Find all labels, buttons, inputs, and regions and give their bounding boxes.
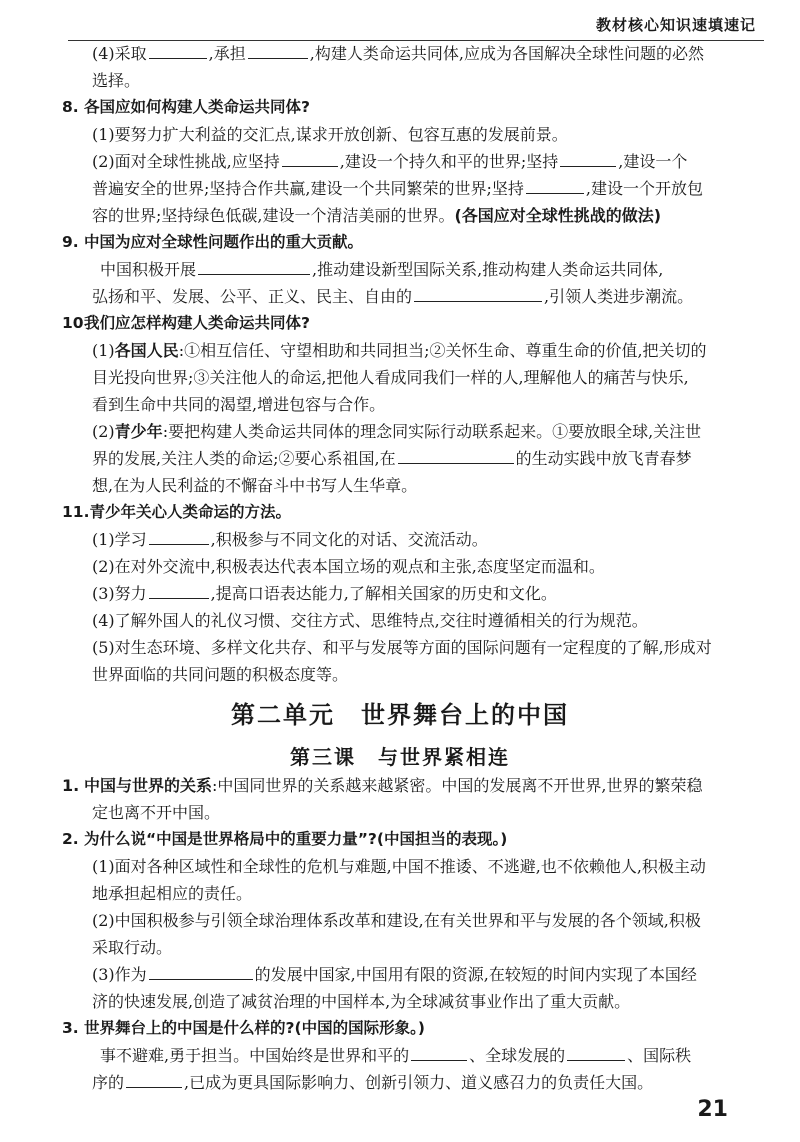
q8-answer-2-cont: 普遍安全的世界;坚持合作共赢,建设一个共同繁荣的世界;坚持 ,建设一个开放包	[92, 179, 703, 198]
fill-blank[interactable]	[149, 583, 209, 599]
fill-blank[interactable]	[560, 151, 616, 167]
q7-item4: (4)采取 ,承担 ,构建人类命运共同体,应成为各国解决全球性问题的必然	[92, 44, 704, 63]
running-header: 教材核心知识速填速记	[595, 16, 756, 34]
q9-answer: 中国积极开展 ,推动建设新型国际关系,推动构建人类命运共同体,	[100, 260, 664, 279]
lesson-q1-cont: 定也离不开中国。	[92, 803, 221, 822]
lesson-q3-answer-cont: 序的 ,已成为更具国际影响力、创新引领力、道义感召力的负责任大国。	[92, 1073, 654, 1092]
q10-answer-1-cont: 目光投向世界;③关注他人的命运,把他人看成同我们一样的人,理解他人的痛苦与快乐,	[92, 368, 689, 387]
main-content	[62, 40, 750, 688]
lesson-q2-answer-2-cont: 采取行动。	[92, 938, 173, 957]
lesson-q2-answer-1-cont: 地承担起相应的责任。	[92, 884, 253, 903]
lesson-q2-answer-1: (1)面对各种区域性和全球性的危机与难题,中国不推诿、不逃避,也不依赖他人,积极主动	[92, 857, 706, 876]
q11-answer-5-cont: 世界面临的共同问题的积极态度等。	[92, 665, 349, 684]
q11-answer-1: (1)学习 ,积极参与不同文化的对话、交流活动。	[92, 530, 488, 549]
lesson-q3-answer: 事不避难,勇于担当。中国始终是世界和平的 、全球发展的 、国际秩	[100, 1046, 692, 1065]
q8-answer-2: (2)面对全球性挑战,应坚持 ,建设一个持久和平的世界;坚持 ,建设一个	[92, 152, 688, 171]
q10-answer-1: (1)各国人民:①相互信任、守望相助和共同担当;②关怀生命、尊重生命的价值,把关切的	[92, 341, 707, 360]
fill-blank[interactable]	[248, 43, 308, 59]
lesson-q2-answer-3-cont: 济的快速发展,创造了减贫治理的中国样本,为全球减贫事业作出了重大贡献。	[92, 992, 631, 1011]
fill-blank[interactable]	[414, 286, 542, 302]
lesson-title: 第三课 与世界紧相连	[290, 745, 510, 769]
fill-blank[interactable]	[282, 151, 338, 167]
question-8: 8. 各国应如何构建人类命运共同体?	[62, 98, 310, 116]
fill-blank[interactable]	[149, 43, 207, 59]
q11-answer-5: (5)对生态环境、多样文化共存、和平与发展等方面的国际问题有一定程度的了解,形成对	[92, 638, 712, 657]
fill-blank[interactable]	[411, 1045, 467, 1061]
question-10: 10我们应怎样构建人类命运共同体?	[62, 314, 310, 332]
fill-blank[interactable]	[149, 529, 209, 545]
fill-blank[interactable]	[149, 964, 253, 980]
fill-blank[interactable]	[398, 448, 514, 464]
q10-answer-2: (2)青少年:要把构建人类命运共同体的理念同实际行动联系起来。①要放眼全球,关注世	[92, 422, 702, 441]
lesson-q2: 2. 为什么说“中国是世界格局中的重要力量”?(中国担当的表现。)	[62, 830, 508, 848]
fill-blank[interactable]	[526, 178, 584, 194]
q10-answer-1-end: 看到生命中共同的渴望,增进包容与合作。	[92, 395, 386, 414]
q10-answer-2-end: 想,在为人民利益的不懈奋斗中书写人生华章。	[92, 476, 418, 495]
q8-answer-2-end: 容的世界;坚持绿色低碳,建设一个清洁美丽的世界。(各国应对全球性挑战的做法)	[92, 206, 662, 225]
fill-blank[interactable]	[567, 1045, 625, 1061]
lesson-q2-answer-3: (3)作为 的发展中国家,中国用有限的资源,在较短的时间内实现了本国经	[92, 965, 697, 984]
q8-note: (各国应对全球性挑战的做法)	[454, 206, 662, 225]
fill-blank[interactable]	[126, 1072, 182, 1088]
question-11: 11.青少年关心人类命运的方法。	[62, 503, 291, 521]
q10-answer-2-cont: 界的发展,关注人类的命运;②要心系祖国,在 的生动实践中放飞青春梦	[92, 449, 692, 468]
page-number: 21	[697, 1097, 728, 1122]
fill-blank[interactable]	[198, 259, 310, 275]
lesson-q1: 1. 中国与世界的关系:中国同世界的关系越来越紧密。中国的发展离不开世界,世界的繁荣稳	[62, 776, 703, 795]
lesson-q2-answer-2: (2)中国积极参与引领全球治理体系改革和建设,在有关世界和平与发展的各个领域,积极	[92, 911, 701, 930]
q8-answer-1: (1)要努力扩大利益的交汇点,谋求开放创新、包容互惠的发展前景。	[92, 125, 568, 144]
q11-answer-3: (3)努力 ,提高口语表达能力,了解相关国家的历史和文化。	[92, 584, 557, 603]
q11-answer-2: (2)在对外交流中,积极表达代表本国立场的观点和主张,态度坚定而温和。	[92, 557, 605, 576]
q9-answer-cont: 弘扬和平、发展、公平、正义、民主、自由的 ,引领人类进步潮流。	[92, 287, 694, 306]
lesson-content	[62, 772, 750, 1096]
unit-title: 第二单元 世界舞台上的中国	[231, 701, 569, 729]
lesson-q3: 3. 世界舞台上的中国是什么样的?(中国的国际形象。)	[62, 1019, 425, 1037]
question-9: 9. 中国为应对全球性问题作出的重大贡献。	[62, 233, 364, 251]
q7-item4-cont: 选择。	[92, 71, 141, 90]
q11-answer-4: (4)了解外国人的礼仪习惯、交往方式、思维特点,交往时遵循相关的行为规范。	[92, 611, 648, 630]
